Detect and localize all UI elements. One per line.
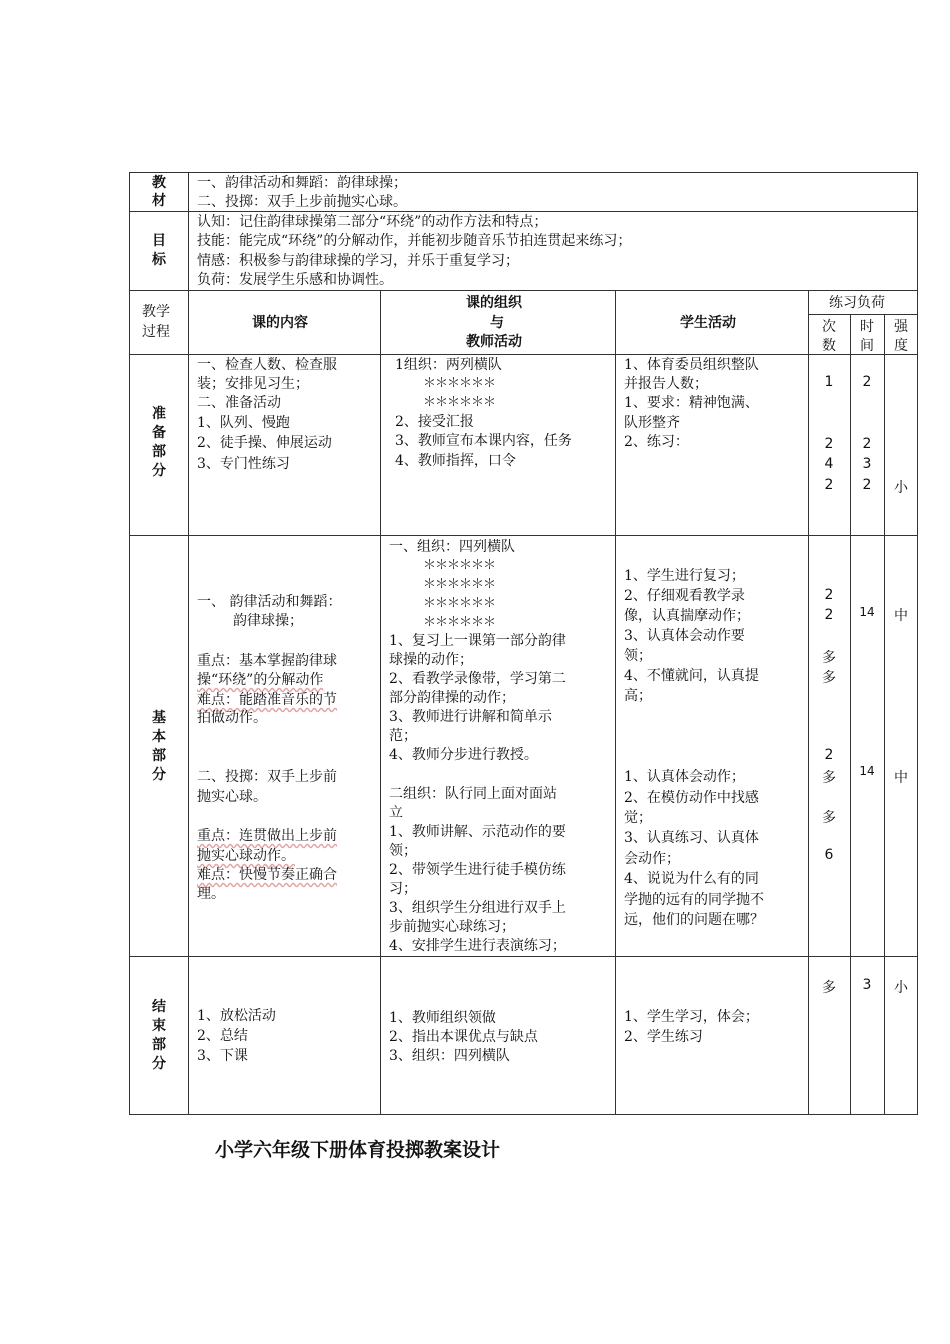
mubiao-emotion: 情感：积极参与韵律球操的学习，并乐于重复学习； xyxy=(197,253,519,269)
end-org-2: 2、指出本课优点与缺点 xyxy=(389,1029,538,1045)
main-intensity-1: 中 xyxy=(894,608,908,624)
main-org-12: 领； xyxy=(389,843,417,859)
main-student-1: 1、学生进行复习； xyxy=(624,568,745,584)
mubiao-cognition: 认知：记住韵律球操第二部分“环绕”的动作方法和特点； xyxy=(197,214,548,230)
main-times-4: 多 xyxy=(822,670,836,686)
main-org-2: 1、复习上一课第一部分韵律 xyxy=(389,633,566,649)
main-times-8: 6 xyxy=(824,847,834,863)
main-student-4: 3、认真体会动作要 xyxy=(624,628,745,644)
jiaocai-label-2: 材 xyxy=(152,193,166,209)
prep-content-2: 装；安排见习生； xyxy=(197,376,309,392)
col-intensity-2: 度 xyxy=(894,338,908,354)
end-content-3: 3、下课 xyxy=(197,1048,248,1064)
prep-student-4: 队形整齐 xyxy=(624,415,680,431)
prep-label-2: 备 xyxy=(152,425,166,441)
main-org-stars-3: ＊＊＊＊＊＊ xyxy=(423,596,496,611)
mubiao-load: 负荷：发展学生乐感和协调性。 xyxy=(197,272,393,288)
end-times: 多 xyxy=(822,980,836,996)
main-org-13: 2、带领学生进行徒手模仿练 xyxy=(389,862,566,878)
end-org-1: 1、教师组织领做 xyxy=(389,1010,496,1026)
main-student-7: 高； xyxy=(624,688,652,704)
end-label-2: 束 xyxy=(152,1018,166,1034)
main-duration-2: 14 xyxy=(859,764,875,778)
prep-content-6: 3、专门性练习 xyxy=(197,456,290,472)
prep-org-4: 4、教师指挥，口令 xyxy=(395,453,516,469)
prep-org-stars-2: ＊＊＊＊＊＊ xyxy=(423,395,496,410)
mubiao-label-1: 目 xyxy=(152,233,166,249)
main-label-1: 基 xyxy=(152,710,166,726)
page-title: 小学六年级下册体育投掷教案设计 xyxy=(215,1139,501,1161)
main-org-6: 3、教师进行讲解和简单示 xyxy=(389,709,552,725)
col-load: 练习负荷 xyxy=(829,295,885,311)
prep-duration-4: 2 xyxy=(862,477,872,493)
main-org-stars-2: ＊＊＊＊＊＊ xyxy=(423,577,496,592)
jiaocai-line-1: 一、韵律活动和舞蹈：韵律球操； xyxy=(197,175,407,191)
main-org-5: 部分韵律操的动作； xyxy=(389,690,515,706)
main-label-3: 部 xyxy=(152,748,166,764)
main-student-6: 4、不懂就问，认真提 xyxy=(624,668,759,684)
main-content-10: 抛实心球动作。 xyxy=(197,848,295,864)
main-student-9: 2、在模仿动作中找感 xyxy=(624,790,759,806)
prep-org-1: 1组织：两列横队 xyxy=(395,357,502,373)
main-org-15: 3、组织学生分组进行双手上 xyxy=(389,900,566,916)
prep-student-1: 1、体育委员组织整队 xyxy=(624,357,759,373)
main-student-5: 领； xyxy=(624,648,652,664)
mubiao-label-2: 标 xyxy=(152,252,166,268)
end-label-4: 分 xyxy=(152,1056,166,1072)
prep-duration-1: 2 xyxy=(862,374,872,390)
end-content-2: 2、总结 xyxy=(197,1028,248,1044)
col-times-2: 数 xyxy=(822,338,836,354)
main-student-15: 远，他们的问题在哪？ xyxy=(624,912,764,928)
main-org-7: 范； xyxy=(389,728,417,744)
end-content-1: 1、放松活动 xyxy=(197,1008,276,1024)
main-student-3: 像，认真揣摩动作； xyxy=(624,608,750,624)
prep-times-3: 4 xyxy=(824,456,834,472)
main-content-9: 重点：连贯做出上步前 xyxy=(197,828,337,844)
col-org-2: 与 xyxy=(490,315,504,331)
end-intensity: 小 xyxy=(894,980,908,996)
main-student-13: 4、说说为什么有的同 xyxy=(624,871,759,887)
main-content-12: 理。 xyxy=(197,886,225,902)
main-org-1: 一、组织：四列横队 xyxy=(389,539,515,555)
end-label-3: 部 xyxy=(152,1037,166,1053)
main-content-5: 难点：能踏准音乐的节 xyxy=(197,692,337,708)
prep-org-stars-1: ＊＊＊＊＊＊ xyxy=(423,376,496,391)
main-student-10: 觉； xyxy=(624,810,652,826)
end-label-1: 结 xyxy=(152,999,166,1015)
prep-org-2: 2、接受汇报 xyxy=(395,414,474,430)
main-student-2: 2、仔细观看教学录 xyxy=(624,588,745,604)
main-org-9: 二组织：队行同上面对面站 xyxy=(389,786,557,802)
end-org-3: 3、组织：四列横队 xyxy=(389,1048,510,1064)
jiaocai-line-2: 二、投掷：双手上步前抛实心球。 xyxy=(197,194,407,210)
main-duration-1: 14 xyxy=(859,605,875,619)
main-content-11: 难点：快慢节奏正确合 xyxy=(197,867,337,883)
col-content: 课的内容 xyxy=(252,315,308,331)
main-times-2: 2 xyxy=(824,607,834,623)
jiaocai-label-1: 教 xyxy=(152,175,166,191)
main-org-4: 2、看教学录像带，学习第二 xyxy=(389,671,566,687)
end-student-1: 1、学生学习，体会； xyxy=(624,1009,759,1025)
prep-content-1: 一、检查人数、检查服 xyxy=(197,357,337,373)
main-org-11: 1、教师讲解、示范动作的要 xyxy=(389,824,566,840)
prep-content-3: 二、准备活动 xyxy=(197,395,281,411)
prep-content-5: 2、徒手操、伸展运动 xyxy=(197,435,332,451)
main-org-14: 习； xyxy=(389,881,417,897)
col-duration-2: 间 xyxy=(860,338,874,354)
main-student-8: 1、认真体会动作； xyxy=(624,769,745,785)
prep-times-4: 2 xyxy=(824,477,834,493)
prep-duration-3: 3 xyxy=(862,456,872,472)
col-org-1: 课的组织 xyxy=(466,295,522,311)
prep-intensity: 小 xyxy=(894,480,908,496)
col-duration-1: 时 xyxy=(860,319,874,335)
prep-label-1: 准 xyxy=(152,406,166,422)
prep-content-4: 1、队列、慢跑 xyxy=(197,415,290,431)
main-content-3: 重点：基本掌握韵律球 xyxy=(197,653,337,669)
main-org-16: 步前抛实心球练习； xyxy=(389,919,515,935)
main-content-2: 韵律球操； xyxy=(233,613,303,629)
main-org-8: 4、教师分步进行教授。 xyxy=(389,747,538,763)
main-org-10: 立 xyxy=(389,805,403,821)
prep-duration-2: 2 xyxy=(862,436,872,452)
col-intensity-1: 强 xyxy=(894,319,908,335)
main-org-stars-1: ＊＊＊＊＊＊ xyxy=(423,558,496,573)
main-label-2: 本 xyxy=(152,729,166,745)
prep-org-3: 3、教师宣布本课内容，任务 xyxy=(395,433,572,449)
col-times-1: 次 xyxy=(822,319,836,335)
prep-student-3: 1、要求：精神饱满、 xyxy=(624,395,759,411)
col-student: 学生活动 xyxy=(680,315,736,331)
end-student-2: 2、学生练习 xyxy=(624,1029,703,1045)
main-content-7: 二、投掷：双手上步前 xyxy=(197,769,337,785)
col-process-2: 过程 xyxy=(142,324,170,340)
prep-student-2: 并报告人数； xyxy=(624,376,708,392)
main-times-5: 2 xyxy=(824,747,834,763)
main-times-3: 多 xyxy=(822,650,836,666)
end-duration: 3 xyxy=(862,977,872,993)
main-times-7: 多 xyxy=(822,810,836,826)
col-process-1: 教学 xyxy=(142,304,170,320)
main-org-17: 4、安排学生进行表演练习； xyxy=(389,938,566,954)
main-content-6: 拍做动作。 xyxy=(197,710,267,726)
main-student-11: 3、认真练习、认真体 xyxy=(624,830,759,846)
main-org-stars-4: ＊＊＊＊＊＊ xyxy=(423,615,496,630)
prep-times-2: 2 xyxy=(824,436,834,452)
mubiao-skill: 技能：能完成“环绕”的分解动作，并能初步随音乐节拍连贯起来练习； xyxy=(197,233,632,249)
main-label-4: 分 xyxy=(152,767,166,783)
main-times-6: 多 xyxy=(822,770,836,786)
main-content-1: 一、 韵律活动和舞蹈： xyxy=(197,594,342,610)
prep-times-1: 1 xyxy=(824,374,834,390)
prep-student-5: 2、练习： xyxy=(624,434,689,450)
main-content-4: 操“环绕”的分解动作 xyxy=(197,672,324,688)
main-student-12: 会动作； xyxy=(624,851,680,867)
main-content-8: 抛实心球。 xyxy=(197,789,267,805)
main-student-14: 学抛的远有的同学抛不 xyxy=(624,892,764,908)
prep-label-3: 部 xyxy=(152,444,166,460)
main-intensity-2: 中 xyxy=(894,770,908,786)
prep-label-4: 分 xyxy=(152,463,166,479)
main-org-3: 球操的动作； xyxy=(389,652,473,668)
main-times-1: 2 xyxy=(824,587,834,603)
col-org-3: 教师活动 xyxy=(466,334,522,350)
